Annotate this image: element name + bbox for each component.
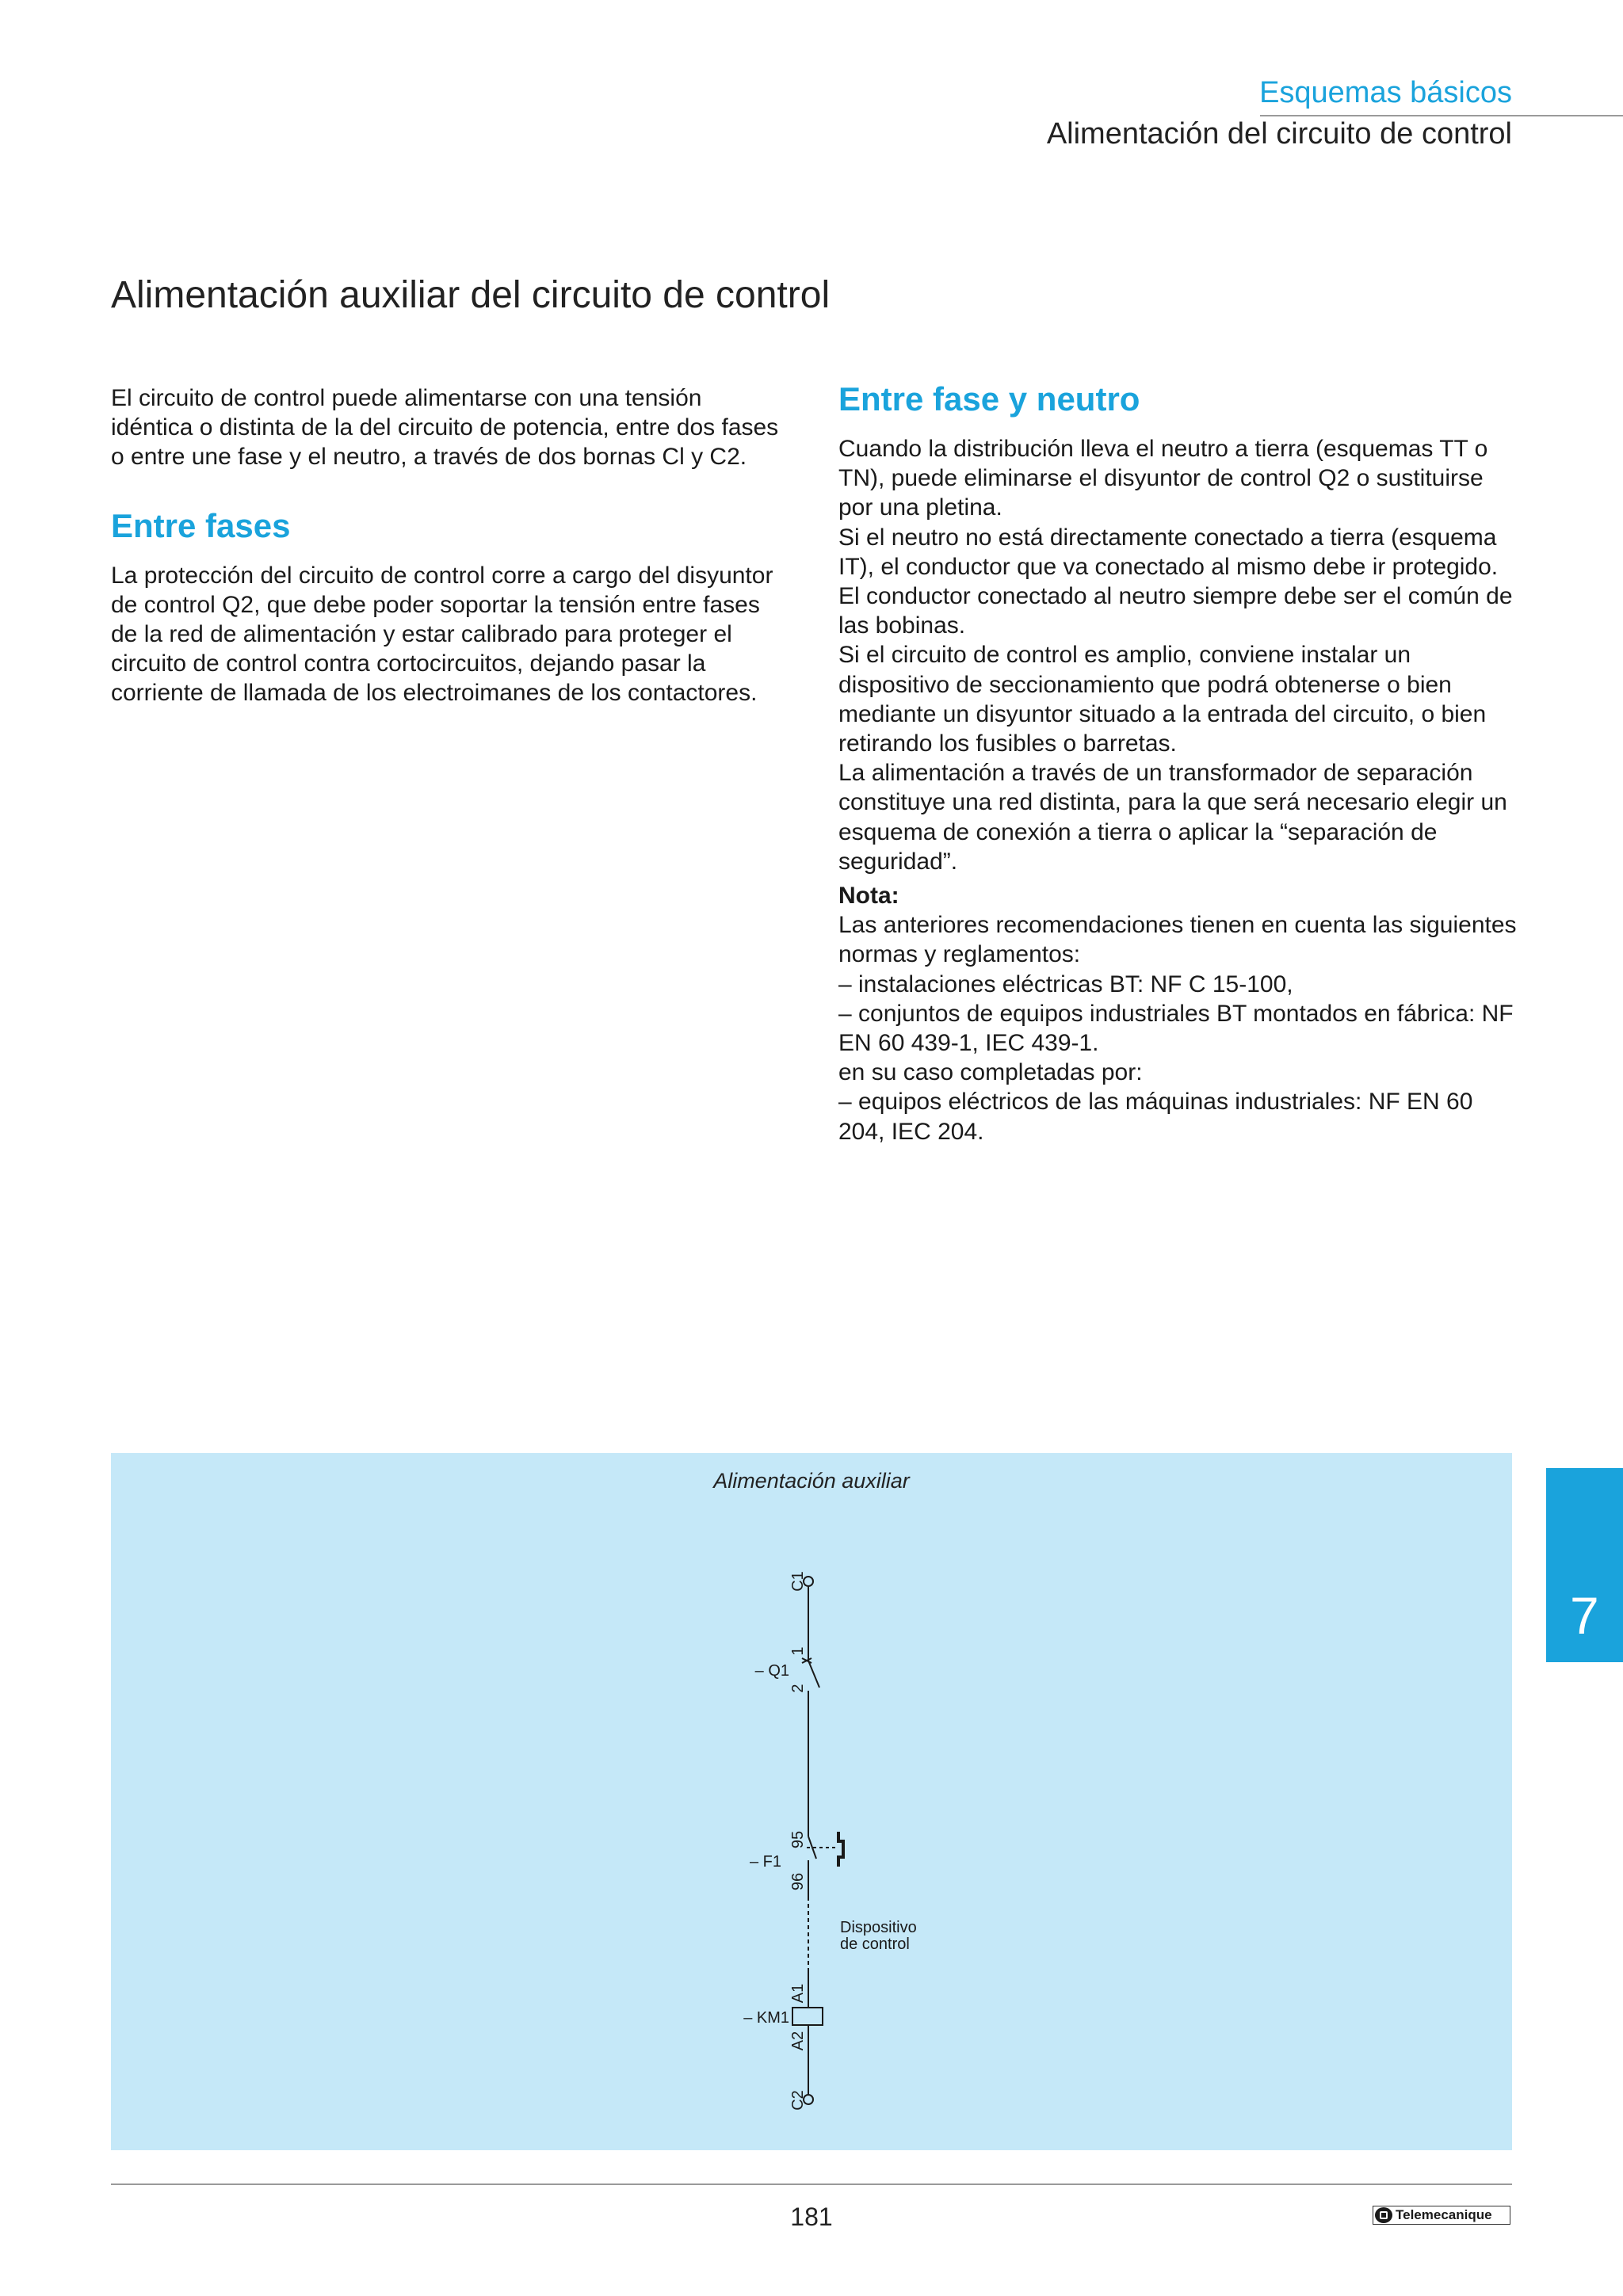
label-km1-bottom: A2 — [789, 2031, 807, 2051]
header-divider — [1260, 115, 1623, 116]
label-km1-top: A1 — [789, 1983, 807, 2004]
paragraph-conductor: El conductor conectado al neutro siempre debe ser el común de las bobinas. — [838, 583, 1513, 639]
paragraph-neutro-it: Si el neutro no está directamente conectado a tierra (esquema IT), el conductor que va conectado al mismo debe ir protegido. — [838, 524, 1499, 580]
paragraph-distribution: Cuando la distribución lleva el neutro a tierra (esquemas TT o TN), puede eliminarse el disyuntor de control Q2 o sustituirse por una pletina. — [838, 436, 1488, 521]
label-q1-bottom: 2 — [789, 1684, 807, 1693]
note-line: en su caso completadas por: — [838, 1059, 1143, 1086]
chapter-number: 7 — [1570, 1586, 1599, 1645]
right-column — [838, 379, 1520, 1146]
note-line: – instalaciones eléctricas BT: NF C 15-100, — [838, 971, 1293, 997]
telemecanique-logo-icon — [1375, 2207, 1392, 2223]
label-f1-bottom: 96 — [789, 1872, 807, 1891]
coil-km1 — [792, 2008, 823, 2025]
heading-entre-fase-neutro: Entre fase y neutro — [838, 380, 1140, 418]
wiring-diagram-panel — [111, 1453, 1512, 2150]
thermal-element-icon — [838, 1832, 843, 1867]
label-f1-top: 95 — [789, 1830, 807, 1849]
label-q1-ref: – Q1 — [754, 1662, 789, 1680]
label-device: Dispositivo — [840, 1919, 917, 1936]
entre-fases-paragraph: La protección del circuito de control corre a cargo del disyuntor de control Q2, que debe poder soportar la tensión entre fases de la red de alimentación y estar calibrado para proteger el circuito de control contra cortocircuitos, dejando pasar la corriente de llamada de los electroimanes de los contactores. — [111, 562, 773, 707]
chapter-tab — [1546, 1468, 1623, 1662]
note-line: Las anteriores recomendaciones tienen en cuenta las siguientes normas y reglamentos: — [838, 912, 1517, 968]
diagram-caption: Alimentación auxiliar — [713, 1469, 910, 1493]
brand-name: Telemecanique — [1396, 2207, 1492, 2222]
paragraph-transformador: La alimentación a través de un transformador de separación constituye una red distinta, para la que será necesario elegir un esquema de conexión a tierra o aplicar la “separación de seguridad”. — [838, 760, 1507, 875]
brand-logo — [1373, 2206, 1510, 2225]
page-number: 181 — [790, 2203, 833, 2231]
paragraph-seccionamiento: Si el circuito de control es amplio, conviene instalar un dispositivo de seccionamiento que podrá obtenerse o bien mediante un disyuntor situado a la entrada del circuito, o bien retirando los fusibles o barretas. — [838, 642, 1487, 757]
label-km1-ref: – KM1 — [743, 2009, 789, 2027]
wiring-diagram — [111, 1453, 1512, 2150]
note-line: – conjuntos de equipos industriales BT montados en fábrica: NF EN 60 439-1, IEC 439-1. — [838, 1000, 1514, 1057]
label-c1: C1 — [789, 1571, 807, 1592]
label-c2: C2 — [789, 2090, 807, 2111]
left-column — [111, 383, 785, 708]
note-line: – equipos eléctricos de las máquinas industriales: NF EN 60 204, IEC 204. — [838, 1089, 1473, 1145]
section-title: Esquemas básicos — [1259, 76, 1512, 109]
heading-entre-fases: Entre fases — [111, 506, 291, 544]
breaker-q1-contact — [808, 1661, 819, 1688]
label-q1-top: 1 — [789, 1646, 807, 1656]
label-device-2: de control — [840, 1936, 910, 1953]
page-subtitle: Alimentación del circuito de control — [1046, 117, 1512, 151]
label-f1-ref: – F1 — [749, 1853, 781, 1871]
note-label: Nota: — [838, 883, 899, 910]
intro-paragraph: El circuito de control puede alimentarse con una tensión idéntica o distinta de la del circuito de potencia, entre dos fases o entre une fase y el neutro, a través de dos bornas Cl y C2. — [111, 385, 779, 471]
footer-divider — [111, 2183, 1512, 2185]
page-title: Alimentación auxiliar del circuito de control — [111, 274, 831, 316]
